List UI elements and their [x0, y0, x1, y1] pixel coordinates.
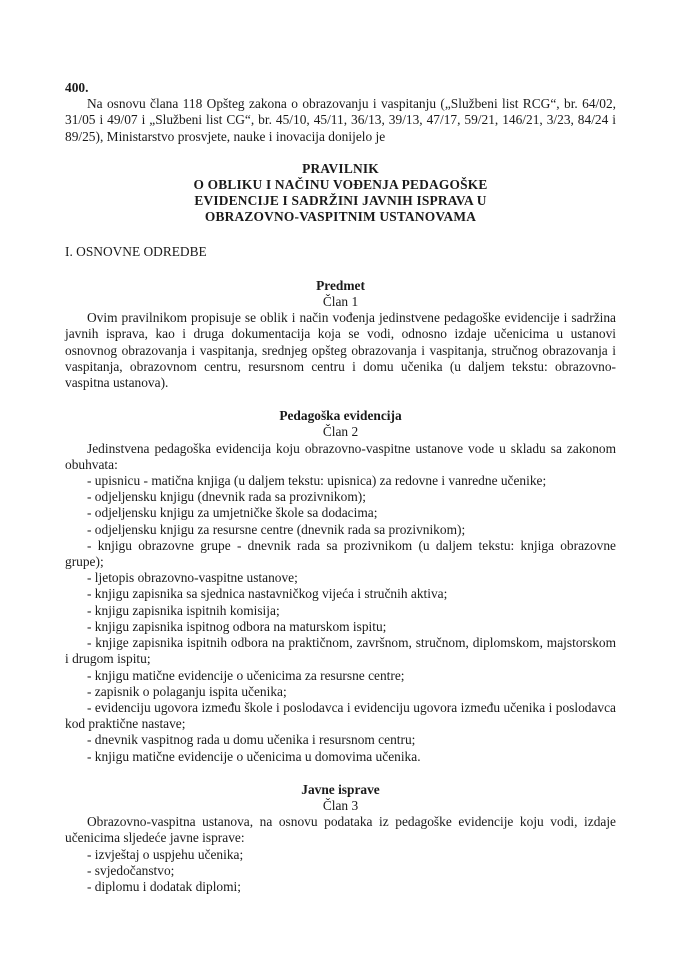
list-item: - diplomu i dodatak diplomi;: [87, 878, 241, 894]
list-item: - knjigu matične evidencije o učenicima u domovima učenika.: [87, 748, 421, 764]
document-page: [65, 80, 616, 895]
regulation-title: [65, 161, 616, 226]
article-paragraph: Obrazovno-vaspitna ustanova, na osnovu podataka iz pedagoške evidencije koju vodi, izdaje učenicima sljedeće javne isprave:: [65, 814, 616, 846]
list-item: - upisnicu - matična knjiga (u daljem tekstu: upisnica) za redovne i vanredne učenike;: [87, 473, 547, 489]
list-item: - odjeljensku knjigu (dnevnik rada sa prozivnikom);: [87, 489, 366, 505]
title-line: EVIDENCIJE I SADRŽINI JAVNIH ISPRAVA U: [194, 193, 487, 209]
list-item: - zapisnik o polaganju ispita učenika;: [87, 683, 287, 699]
list-item: - evidenciju ugovora između škole i poslodavca i evidenciju ugovora između učenika i poslodavca kod praktične nastave;: [65, 699, 616, 732]
section-heading: I. OSNOVNE ODREDBE: [65, 243, 207, 259]
list-item: - dnevnik vaspitnog rada u domu učenika i resursnom centru;: [87, 732, 416, 748]
list-item: - knjigu matične evidencije o učenicima za resursne centre;: [87, 667, 405, 683]
article-heading: Predmet: [316, 277, 365, 293]
list-item: - knjigu zapisnika sa sjednica nastavničkog vijeća i stručnih aktiva;: [87, 586, 448, 602]
article-number: Član 2: [322, 424, 359, 440]
title-line: O OBLIKU I NAČINU VOĐENJA PEDAGOŠKE: [193, 177, 488, 193]
title-line: OBRAZOVNO-VASPITNIM USTANOVAMA: [204, 209, 477, 225]
list-item: - knjigu zapisnika ispitnog odbora na maturskom ispitu;: [87, 618, 387, 634]
list-item: - izvještaj o uspjehu učenika;: [87, 846, 244, 862]
list-item: - svjedočanstvo;: [87, 862, 175, 878]
article-2: [65, 408, 616, 764]
document-number: 400.: [65, 80, 89, 95]
title-line: PRAVILNIK: [302, 160, 379, 176]
list-item: - knjigu obrazovne grupe - dnevnik rada sa prozivnikom (u daljem tekstu: knjiga obrazovne grupe);: [65, 537, 616, 570]
preamble-paragraph: Na osnovu člana 118 Opšteg zakona o obrazovanju i vaspitanju („Službeni list RCG“, br. 64/02, 31/05 i 49/07 i „Službeni list CG“, br. 45/10, 45/11, 36/13, 39/13, 47/17, 59/21, 146/21, 3/23, 84/24 i 89/25), Ministarstvo prosvjete, nauke i inovacija donijelo je: [65, 96, 616, 144]
list-item: - knjige zapisnika ispitnih odbora na praktičnom, završnom, stručnom, diplomskom, majstorskom i drugom ispitu;: [65, 635, 616, 667]
article-heading: Javne isprave: [301, 781, 380, 797]
article-paragraph: Ovim pravilnikom propisuje se oblik i način vođenja jedinstvene pedagoške evidencije i sadržina javnih isprava, kao i druga dokumentacija koja se vodi, odnosno izdaje učenicima u ustanovi osnovnog obrazovanja i vaspitanja, srednjeg opšteg obrazovanja i vaspitanja, stručnog obrazovanja i vaspitanja, obrazovnom centru, resursnom centru i domu učenika (u daljem tekstu: obrazovno-vaspitna ustanova).: [65, 310, 616, 391]
list-item: - knjigu zapisnika ispitnih komisija;: [87, 602, 280, 618]
article-3: [65, 782, 616, 895]
list-item: - odjeljensku knjigu za resursne centre (dnevnik rada sa prozivnikom);: [87, 521, 466, 537]
list-item: - odjeljensku knjigu za umjetničke škole sa dodacima;: [87, 505, 378, 521]
article-1: [65, 278, 616, 391]
article-number: Član 3: [322, 797, 359, 813]
article-number: Član 1: [322, 294, 359, 310]
list-item: - ljetopis obrazovno-vaspitne ustanove;: [87, 570, 298, 586]
article-paragraph: Jedinstvena pedagoška evidencija koju obrazovno-vaspitne ustanove vode u skladu sa zakonom obuhvata:: [65, 440, 616, 472]
article-heading: Pedagoška evidencija: [279, 408, 402, 424]
